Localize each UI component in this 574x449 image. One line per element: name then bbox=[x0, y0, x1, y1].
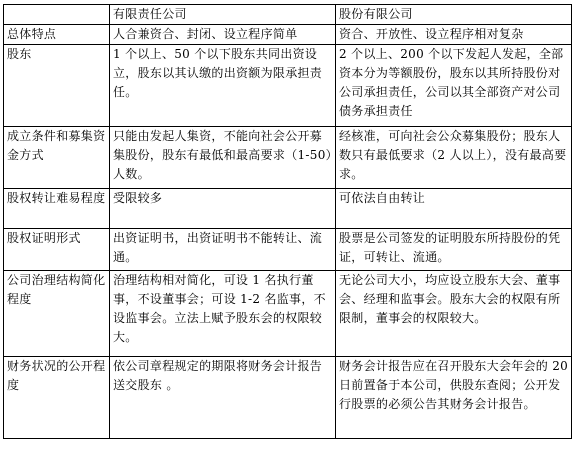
table-row bbox=[4, 127, 572, 189]
table-row bbox=[4, 45, 572, 127]
jsc-cell: 无论公司大小，均应设立股东大会、董事会、经理和监事会。股东大会的权限有所限制，董事会的权限较大。 bbox=[336, 271, 572, 357]
jsc-cell: 可依法自由转让 bbox=[336, 189, 572, 229]
jsc-cell: 经核准，可向社会公众募集股份；股东人数只有最低要求（2 人以上），没有最高要求。 bbox=[336, 127, 572, 189]
table-row bbox=[4, 189, 572, 229]
row-label: 成立条件和募集资金方式 bbox=[4, 127, 110, 189]
llc-cell: 依公司章程规定的期限将财务会计报告送交股东 。 bbox=[110, 357, 336, 439]
row-label: 股权转让难易程度 bbox=[4, 189, 110, 229]
header-llc: 有限责任公司 bbox=[110, 5, 336, 25]
row-label: 股权证明形式 bbox=[4, 229, 110, 271]
header-jsc: 股份有限公司 bbox=[336, 5, 572, 25]
jsc-cell: 2 个以上、200 个以下发起人发起，全部资本分为等额股份，股东以其所持股份对公司承担责任，公司以其全部资产对公司债务承担责任 bbox=[336, 45, 572, 127]
jsc-cell: 资合、开放性、设立程序相对复杂 bbox=[336, 25, 572, 45]
comparison-table bbox=[3, 4, 572, 439]
table-row bbox=[4, 25, 572, 45]
llc-cell: 治理结构相对简化，可设 1 名执行董事，不设董事会；可设 1-2 名监事，不设监事会。立法上赋予股东会的权限较大。 bbox=[110, 271, 336, 357]
table-row bbox=[4, 229, 572, 271]
llc-cell: 1 个以上、50 个以下股东共同出资设立，股东以其认缴的出资额为限承担责任。 bbox=[110, 45, 336, 127]
llc-cell: 出资证明书，出资证明书不能转让、流通。 bbox=[110, 229, 336, 271]
jsc-cell: 股票是公司签发的证明股东所持股份的凭证，可转让、流通。 bbox=[336, 229, 572, 271]
llc-cell: 人合兼资合、封闭、设立程序简单 bbox=[110, 25, 336, 45]
header-corner-cell bbox=[4, 5, 110, 25]
jsc-cell: 财务会计报告应在召开股东大会年会的 20 日前置备于本公司，供股东查阅；公开发行股票的必须公告其财务会计报告。 bbox=[336, 357, 572, 439]
row-label: 总体特点 bbox=[4, 25, 110, 45]
table-row bbox=[4, 271, 572, 357]
llc-cell: 只能由发起人集资，不能向社会公开募集股份，股东有最低和最高要求（1-50）人数。 bbox=[110, 127, 336, 189]
llc-cell: 受限较多 bbox=[110, 189, 336, 229]
table-row bbox=[4, 357, 572, 439]
row-label: 财务状况的公开程度 bbox=[4, 357, 110, 439]
table-header-row bbox=[4, 5, 572, 25]
row-label: 股东 bbox=[4, 45, 110, 127]
row-label: 公司治理结构简化程度 bbox=[4, 271, 110, 357]
